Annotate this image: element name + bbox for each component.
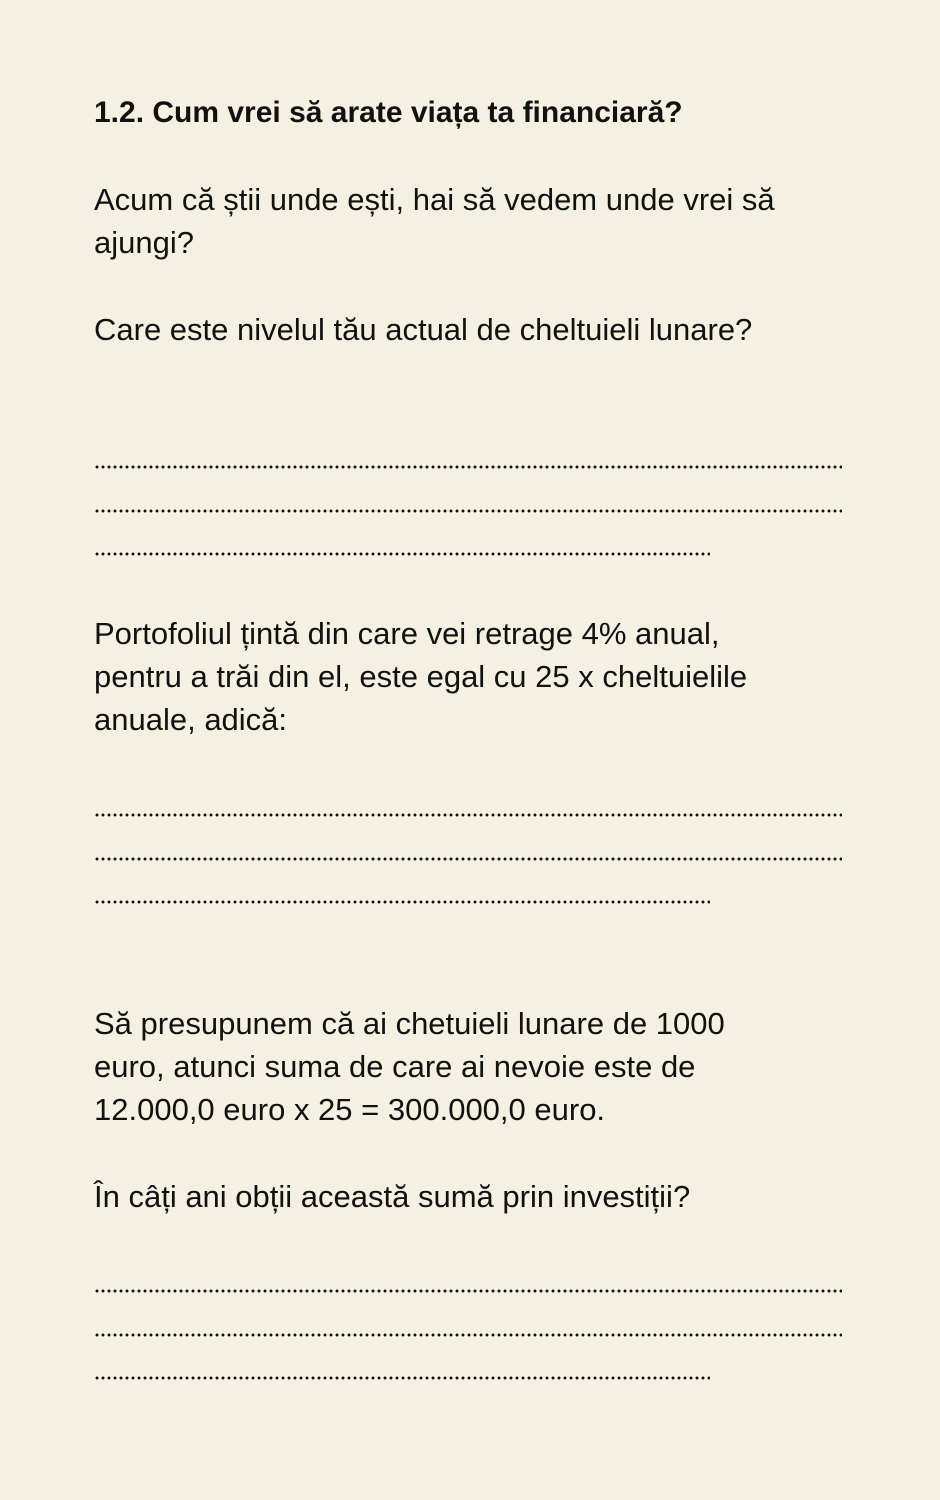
portfolio-line-1: Portofoliul țintă din care vei retrage 4% anual,: [94, 616, 720, 651]
answer-line-years-2[interactable]: [94, 1332, 842, 1338]
portfolio-paragraph: [94, 612, 854, 741]
answer-line-years-3[interactable]: [94, 1375, 710, 1381]
answer-line-portfolio-1[interactable]: [94, 812, 842, 818]
example-paragraph: [94, 1002, 854, 1131]
years-question: În câți ani obții această sumă prin investiții?: [94, 1179, 691, 1214]
section-heading: 1.2. Cum vrei să arate viața ta financiară?: [94, 96, 683, 129]
answer-line-portfolio-3[interactable]: [94, 899, 710, 905]
portfolio-line-2: pentru a trăi din el, este egal cu 25 x cheltuielile: [94, 659, 748, 694]
intro-paragraph: [94, 178, 854, 264]
example-line-3: 12.000,0 euro x 25 = 300.000,0 euro.: [94, 1092, 606, 1127]
intro-line-1: Acum că știi unde ești, hai să vedem unde vrei să: [94, 182, 775, 217]
example-line-2: euro, atunci suma de care ai nevoie este de: [94, 1049, 696, 1084]
example-line-1: Să presupunem că ai chetuieli lunare de 1000: [94, 1006, 725, 1041]
answer-line-portfolio-2[interactable]: [94, 856, 842, 862]
expenses-question: Care este nivelul tău actual de cheltuieli lunare?: [94, 312, 753, 347]
portfolio-line-3: anuale, adică:: [94, 702, 288, 737]
answer-line-expenses-3[interactable]: [94, 551, 710, 557]
intro-line-2: ajungi?: [94, 225, 194, 260]
answer-line-years-1[interactable]: [94, 1288, 842, 1294]
answer-line-expenses-1[interactable]: [94, 464, 842, 470]
answer-line-expenses-2[interactable]: [94, 508, 842, 514]
